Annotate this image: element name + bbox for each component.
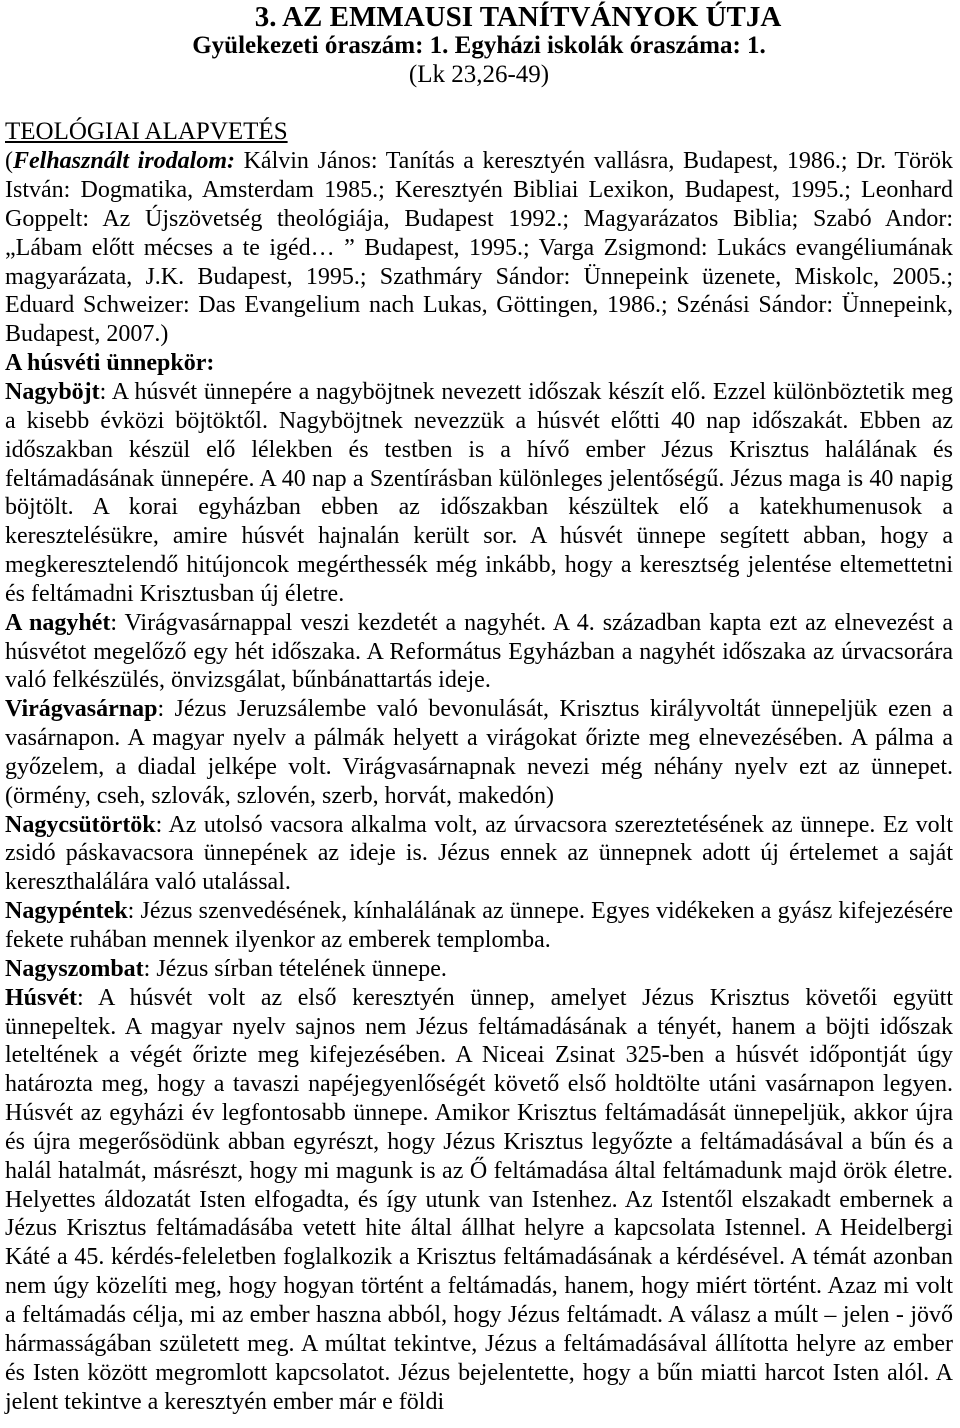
entry-nagypentek (5, 897, 953, 955)
bible-reference: (Lk 23,26-49) (408, 60, 550, 88)
bibliography-paragraph (5, 147, 953, 349)
bibliography-label: Felhasznált irodalom: (13, 148, 235, 175)
entry-text: : A húsvét ünnepére a nagyböjtnek nevezett időszak készít elő. Ezzel különböztetik meg a kisebb évközi böjtöktől. Nagyböjtnek nevezzük a húsvét előtti 40 nap időszakát. Ebben az időszakban készül elő lélekben és testben is a hívő ember Jézus Krisztus halálának és feltámadásának ünnepére. A 40 nap a Szentírásban különleges jelentőségű. Jézus maga is 40 napig böjtölt. A korai egyházban ebben az időszakban készültek elő a katekhumenusok a keresztelésükre, amire húsvét hajnalán került sor. A húsvét ünnepe segített abban, hogy a megkeresztelendő hitújoncok megérthessék még inkább, hogy a keresztség jelentése eltemettetni és feltámadni Krisztusban új életre. (5, 378, 953, 607)
entry-term: A nagyhét (5, 609, 111, 636)
entry-text: : A húsvét volt az első keresztyén ünnep, amelyet Jézus Krisztus követői együtt ünnepeltek. A magyar nyelv sajnos nem Jézus feltámadásának a tényét, hanem a böjti időszak leteltének a végét őrizte meg kifejezésében. A Niceai Zsinat 325-ben a húsvét időpontját úgy határozta meg, hogy a tavaszi napéjegyenlőségét követő első holdtölte utáni vasárnapon legyen. Húsvét az egyházi év legfontosabb ünnepe. Amikor Krisztus feltámadását ünnepeljük, akkor újra és újra megerősödünk abban egyrészt, hogy Jézus Krisztus legyőzte a feltámadásával a bűn és a halál hatalmát, másrészt, hogy mi magunk is az Ő feltámadása által feltámadunk majd örök életre. Helyettes áldozatát Isten elfogadta, és így utunk van Istenhez. Az Istentől elszakadt embernek a Jézus Krisztus feltámadásába vetett hite által állhat helyre a kapcsolata Istennel. A Heidelbergi Káté a 45. kérdés-feleletben foglalkozik a Krisztus feltámadásának a kérdésével. A témát azonban nem úgy közelíti meg, hogy hogyan történt a feltámadás, hanem, hogy miért történt. Azaz mi volt a feltámadás célja, mi az ember haszna abból, hogy Jézus feltámadt. A válasz a múlt – jelen - jövő hármasságában született meg. A múltat tekintve, Jézus a feltámadásával állította helyre az ember és Isten között megromlott kapcsolatot. Jézus bejelentette, hogy a bűn miatti harcot Isten alól. A jelent tekintve a keresztyén ember már e földi (5, 984, 953, 1415)
entry-nagybojt (5, 378, 953, 609)
entry-nagyszombat (5, 955, 953, 984)
entry-husvet (5, 984, 953, 1417)
bibliography-prefix: ( (5, 148, 13, 175)
entry-term: Nagypéntek (5, 898, 128, 925)
entry-text: : Jézus Jeruzsálembe való bevonulását, Krisztus királyvoltát ünnepeljük ezen a vasárnapon. A magyar nyelv a pálmák helyett a virágokat őrizte meg elnevezésében. A pálma a győzelem, a diadal jelképe volt. Virágvasárnapnak nevezi még néhány nyelv ezt az ünnepet. (örmény, cseh, szlovák, szlovén, szerb, horvát, makedón) (5, 696, 953, 809)
entry-term: Nagyböjt (5, 378, 100, 405)
entry-term: Nagycsütörtök (5, 811, 156, 838)
bibliography-text: Kálvin János: Tanítás a keresztyén vallásra, Budapest, 1986.; Dr. Török István: Dogmatika, Amsterdam 1985.; Keresztyén Bibliai Lexikon, Budapest, 1995.; Leonhard Goppelt: Az Újszövetség theológiája, Budapest 1992.; Magyarázatos Biblia; Szabó Andor: „Lábam előtt mécses a te igéd… ” Budapest, 1995.; Varga Zsigmond: Lukács evangéliumának magyarázata, J.K. Budapest, 1995.; Szathmáry Sándor: Ünnepeink üzenete, Miskolc, 2005.; Eduard Schweizer: Das Evangelium nach Lukas, Göttingen, 1986.; Szénási Sándor: Ünnepeink, Budapest, 2007.) (5, 148, 953, 348)
entry-nagycsutortok (5, 811, 953, 898)
easter-cycle-heading: A húsvéti ünnepkör: (5, 350, 215, 377)
entry-text: : Jézus sírban tételének ünnepe. (143, 955, 447, 982)
entry-term: Virágvasárnap (5, 696, 158, 723)
entry-term: Húsvét (5, 984, 77, 1011)
section-heading-theology: TEOLÓGIAI ALAPVETÉS (5, 118, 288, 146)
entry-text: : Jézus szenvedésének, kínhalálának az ünnepe. Egyes vidékeken a gyász kifejezésére fekete ruhában mennek ilyenkor az emberek templomba. (5, 898, 953, 953)
entry-text: : Az utolsó vacsora alkalma volt, az úrvacsora szereztetésének az ünnepe. Ez volt zsidó páskavacsora ünnepének az ideje is. Jézus ennek az ünnepnek adott új értelemet a saját kereszthalálára való utalással. (5, 811, 953, 896)
lesson-hours: Gyülekezeti óraszám: 1. Egyházi iskolák óraszáma: 1. (192, 31, 766, 59)
lesson-title: 3. AZ EMMAUSI TANÍTVÁNYOK ÚTJA (254, 1, 782, 33)
entry-nagyhet (5, 609, 953, 696)
entry-viragvasarnap (5, 695, 953, 810)
entry-text: : Virágvasárnappal veszi kezdetét a nagyhét. A 4. században kapta ezt az elnevezést a húsvétot megelőző egy hét időszaka. A Református Egyházban a nagyhét időszaka az úrvacsorára való felkészülés, önvizsgálat, bűnbánattartás ideje. (5, 609, 953, 694)
entry-term: Nagyszombat (5, 955, 144, 982)
